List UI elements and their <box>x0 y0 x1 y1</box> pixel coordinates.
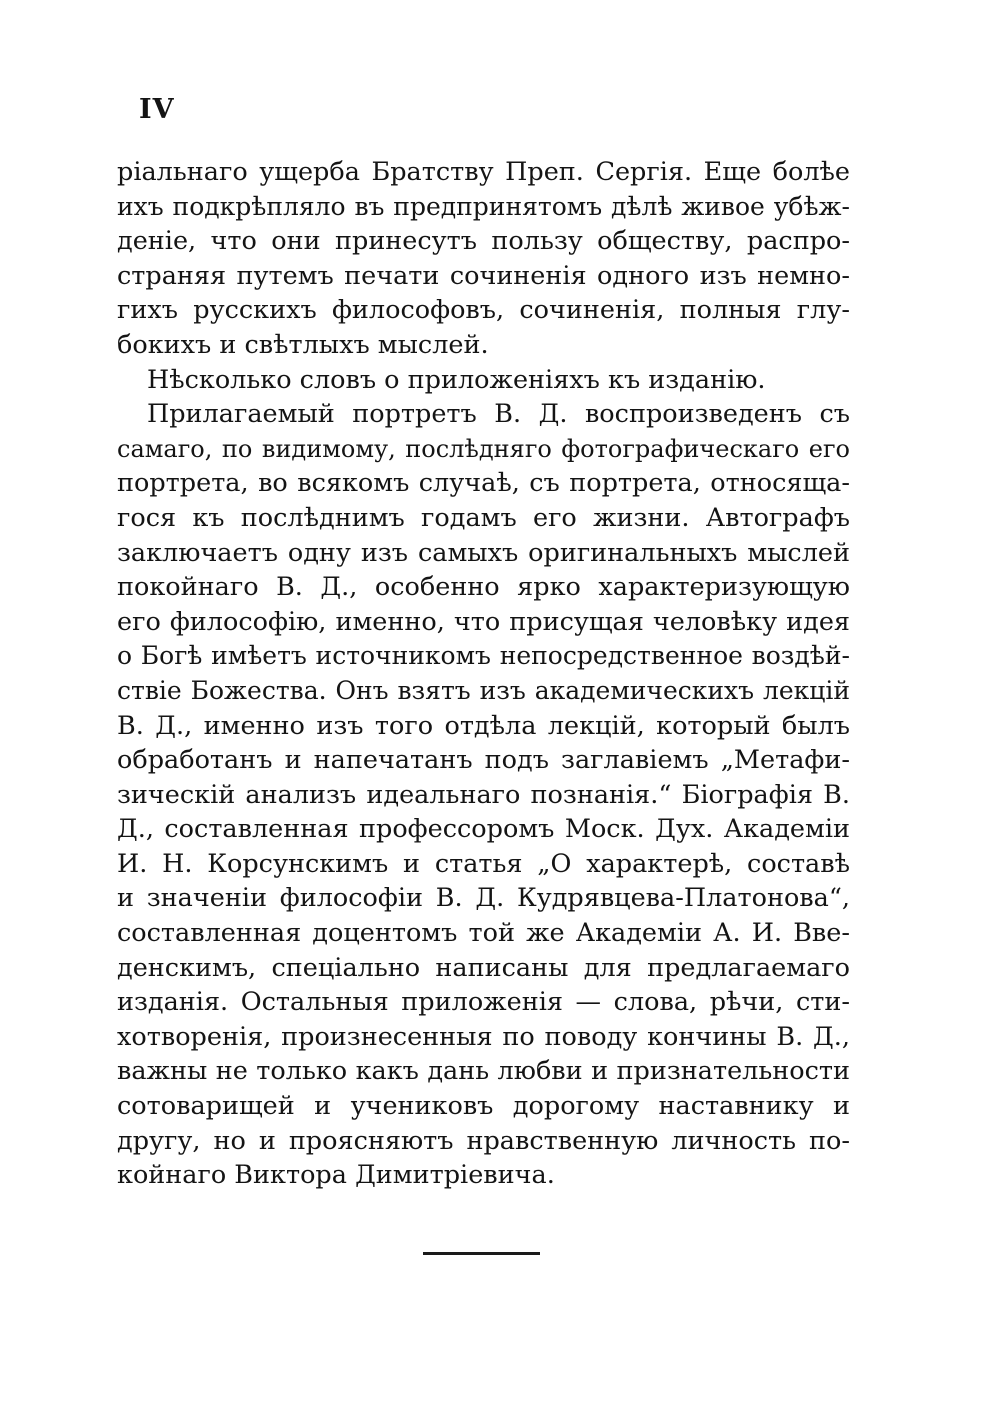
end-rule <box>423 1252 540 1255</box>
text-line: обработанъ и напечатанъ подъ заглавіемъ „Метафи- <box>117 745 850 776</box>
text-line: Д., составленная профессоромъ Моск. Дух. Академіи <box>117 814 850 845</box>
text-line: гося къ послѣднимъ годамъ его жизни. Автографъ <box>117 502 850 533</box>
text-line: ріальнаго ущерба Братству Преп. Сергія. Еще болѣе <box>117 157 850 187</box>
text-line: покойнаго В. Д., особенно ярко характеризующую <box>117 572 850 603</box>
text-line: В. Д., именно изъ того отдѣла лекцій, который былъ <box>117 710 850 741</box>
text-line: о Богѣ имѣетъ источникомъ непосредственное воздѣй- <box>117 641 850 671</box>
text-line: портрета, во всякомъ случаѣ, съ портрета, относяща- <box>117 468 850 499</box>
text-line: составленная доцентомъ той же Академіи А. И. Вве- <box>117 918 850 949</box>
page-number: IV <box>139 94 175 125</box>
text-line: койнаго Виктора Димитріевича. <box>117 1160 555 1191</box>
text-line: Нѣсколько словъ о приложеніяхъ къ изданію. <box>147 364 766 395</box>
text-line: Прилагаемый портретъ В. Д. воспроизведенъ съ <box>147 399 850 430</box>
text-line: ствіе Божества. Онъ взятъ изъ академическихъ лекцій <box>117 675 850 705</box>
text-line: хотворенія, произнесенныя по поводу кончины В. Д., <box>117 1021 850 1052</box>
text-line: сотоварищей и учениковъ дорогому наставнику и <box>117 1091 850 1122</box>
text-line: гихъ русскихъ философовъ, сочиненія, полныя глу- <box>117 295 850 326</box>
text-line: самаго, по видимому, послѣдняго фотографическаго его <box>117 434 850 463</box>
text-line: изданія. Остальныя приложенія — слова, рѣчи, сти- <box>117 987 850 1018</box>
body-text <box>117 155 850 1193</box>
text-line: другу, но и проясняютъ нравственную личность по- <box>117 1125 850 1156</box>
text-line: ихъ подкрѣпляло въ предпринятомъ дѣлѣ живое убѣж- <box>117 191 850 221</box>
text-line: страняя путемъ печати сочиненія одного изъ немно- <box>117 260 850 291</box>
text-line: и значеніи философіи В. Д. Кудрявцева-Платонова“, <box>117 883 850 914</box>
text-line: заключаетъ одну изъ самыхъ оригинальныхъ мыслей <box>117 537 850 568</box>
text-line: деніе, что они принесутъ пользу обществу, распро- <box>117 226 850 257</box>
text-line: денскимъ, спеціально написаны для предлагаемаго <box>117 952 850 983</box>
text-line: его философію, именно, что присущая человѣку идея <box>117 606 850 637</box>
text-line: бокихъ и свѣтлыхъ мыслей. <box>117 329 489 360</box>
text-line: И. Н. Корсунскимъ и статья „О характерѣ, составѣ <box>117 848 850 879</box>
text-line: зическій анализъ идеальнаго познанія.“ Біографія В. <box>117 779 850 810</box>
text-line: важны не только какъ дань любви и признательности <box>117 1056 850 1087</box>
